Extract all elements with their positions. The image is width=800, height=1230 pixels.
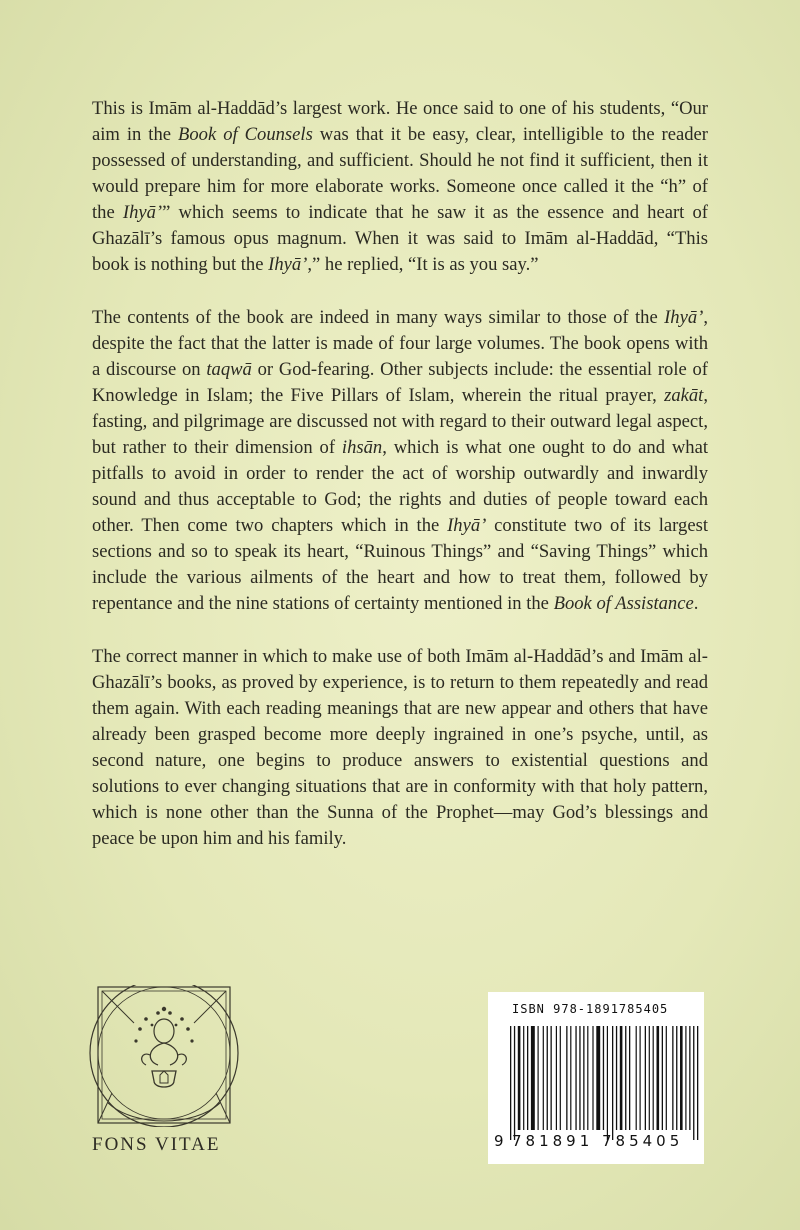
isbn-barcode [488,992,704,1164]
barcode-bar [676,1026,677,1130]
barcode-bar [662,1026,663,1130]
barcode-bar [543,1026,544,1130]
barcode-digits [488,1132,704,1154]
barcode-bar [596,1026,600,1130]
barcode-bar [556,1026,557,1130]
barcode-bar [672,1026,673,1130]
italic-term: Ihyā’ [122,202,163,223]
barcode-bar [570,1026,571,1130]
text-run: ,” he replied, “It is as you say.” [307,254,539,275]
barcode-bar [583,1026,584,1130]
barcode-bar [538,1026,539,1130]
paragraph-3 [92,644,708,852]
barcode-bar [551,1026,552,1130]
barcode-bar [640,1026,641,1130]
barcode-bar [566,1026,567,1130]
text-run: ” which seems to indicate that he saw it as the essence and heart of Ghazālī’s famous opus magnum. When it was said to Imām al-Haddād, “This book is nothing but the [92,202,708,275]
barcode-bar [636,1026,637,1130]
barcode-bar [649,1026,650,1130]
barcode-bar [547,1026,548,1130]
barcode-bar [514,1026,515,1140]
barcode-bar [689,1026,690,1130]
barcode-bar [560,1026,561,1130]
barcode-bar [685,1026,686,1130]
text-run: The correct manner in which to make use of both Imām al-Haddād’s and Imām al-Ghazālī’s books, as proved by experience, is to return to them repeatedly and read them again. With each reading meanings that are new appear and others that have already been grasped become more deeply ingrained in one’s psyche, until, as second nature, one begins to produce answers to existential questions and solutions to ever changing situations that are in conformity with that holy pattern, which is none other than the Sunna of the Prophet—may God’s blessings and peace be upon him and his family. [92,646,708,849]
barcode-bar [620,1026,623,1130]
barcode-bar [518,1026,521,1130]
barcode-bar [697,1026,698,1140]
barcode-bar [575,1026,576,1130]
barcode-bar [666,1026,667,1130]
barcode-bar [612,1026,613,1140]
text-run: was that it be easy, clear, intelligible to the reader possessed of understanding, and sufficient. Should he not find it sufficient, then it would prepare him for more elaborate works. Someone once called it the “h” of the [92,124,708,223]
barcode-bar [607,1026,608,1140]
barcode-bar [523,1026,524,1130]
barcode-bar [510,1026,511,1140]
italic-term: Ihyā’ [268,254,308,275]
italic-term: Ihyā’ [664,307,704,328]
barcode-bar [653,1026,654,1130]
barcode-digits-left: 781891 [512,1132,594,1150]
text-run: This is Imām al-Haddād’s largest work. He once said to one of his students, “Our aim in the [92,98,708,145]
text-run: , which is what one ought to do and what pitfalls to avoid in order to render the act of worship outwardly and inwardly sound and thus acceptable to God; the rights and duties of people toward each other. Then come two chapters which in the [92,437,709,536]
italic-term: Ihyā’ [447,515,487,536]
barcode-bar [531,1026,535,1130]
barcode-bar [616,1026,617,1130]
barcode-bar [680,1026,683,1130]
text-run: , fasting, and pilgrimage are discussed not with regard to their outward legal aspect, but rather to their dimension of [92,385,708,458]
barcode-digits-right: 785405 [602,1132,684,1150]
fons-vitae-emblem-icon [88,985,244,1127]
italic-term: zakāt [664,385,704,406]
paragraph-1 [92,96,708,278]
barcode-bar [625,1026,626,1130]
barcode-bar [579,1026,580,1130]
fons-vitae-logo [88,985,244,1127]
text-run: constitute two of its largest sections and so to speak its heart, “Ruinous Things” and “Saving Things” which include the various ailments of the heart and how to treat them, followed by repentance and the nine stations of certainty mentioned in the [92,515,708,614]
barcode-bar [657,1026,660,1130]
paragraph-2 [92,305,708,617]
italic-term: taqwā [206,359,252,380]
barcode-bar [645,1026,646,1130]
isbn-label: ISBN 978-1891785405 [512,1002,669,1016]
publisher-name: FONS VITAE [92,1134,221,1155]
barcode-bar [603,1026,604,1130]
text-run: . [693,593,699,614]
barcode-digit-lead: 9 [494,1132,504,1150]
text-run: , despite the fact that the latter is made of four large volumes. The book opens with a discourse on [92,307,708,380]
text-run: or God-fearing. Other subjects include: the essential role of Knowledge in Islam; the Five Pillars of Islam, wherein the ritual prayer, [92,359,708,406]
italic-term: Book of Assistance [553,593,694,614]
barcode-bar [527,1026,528,1130]
back-cover-text [92,96,708,879]
barcode-bar [629,1026,630,1130]
italic-term: Book of Counsels [178,124,313,145]
italic-term: ihsān [341,437,383,458]
barcode-bar [693,1026,694,1140]
barcode-bar [587,1026,588,1130]
barcode-bar [592,1026,593,1130]
text-run: The contents of the book are indeed in many ways similar to those of the [92,307,665,328]
